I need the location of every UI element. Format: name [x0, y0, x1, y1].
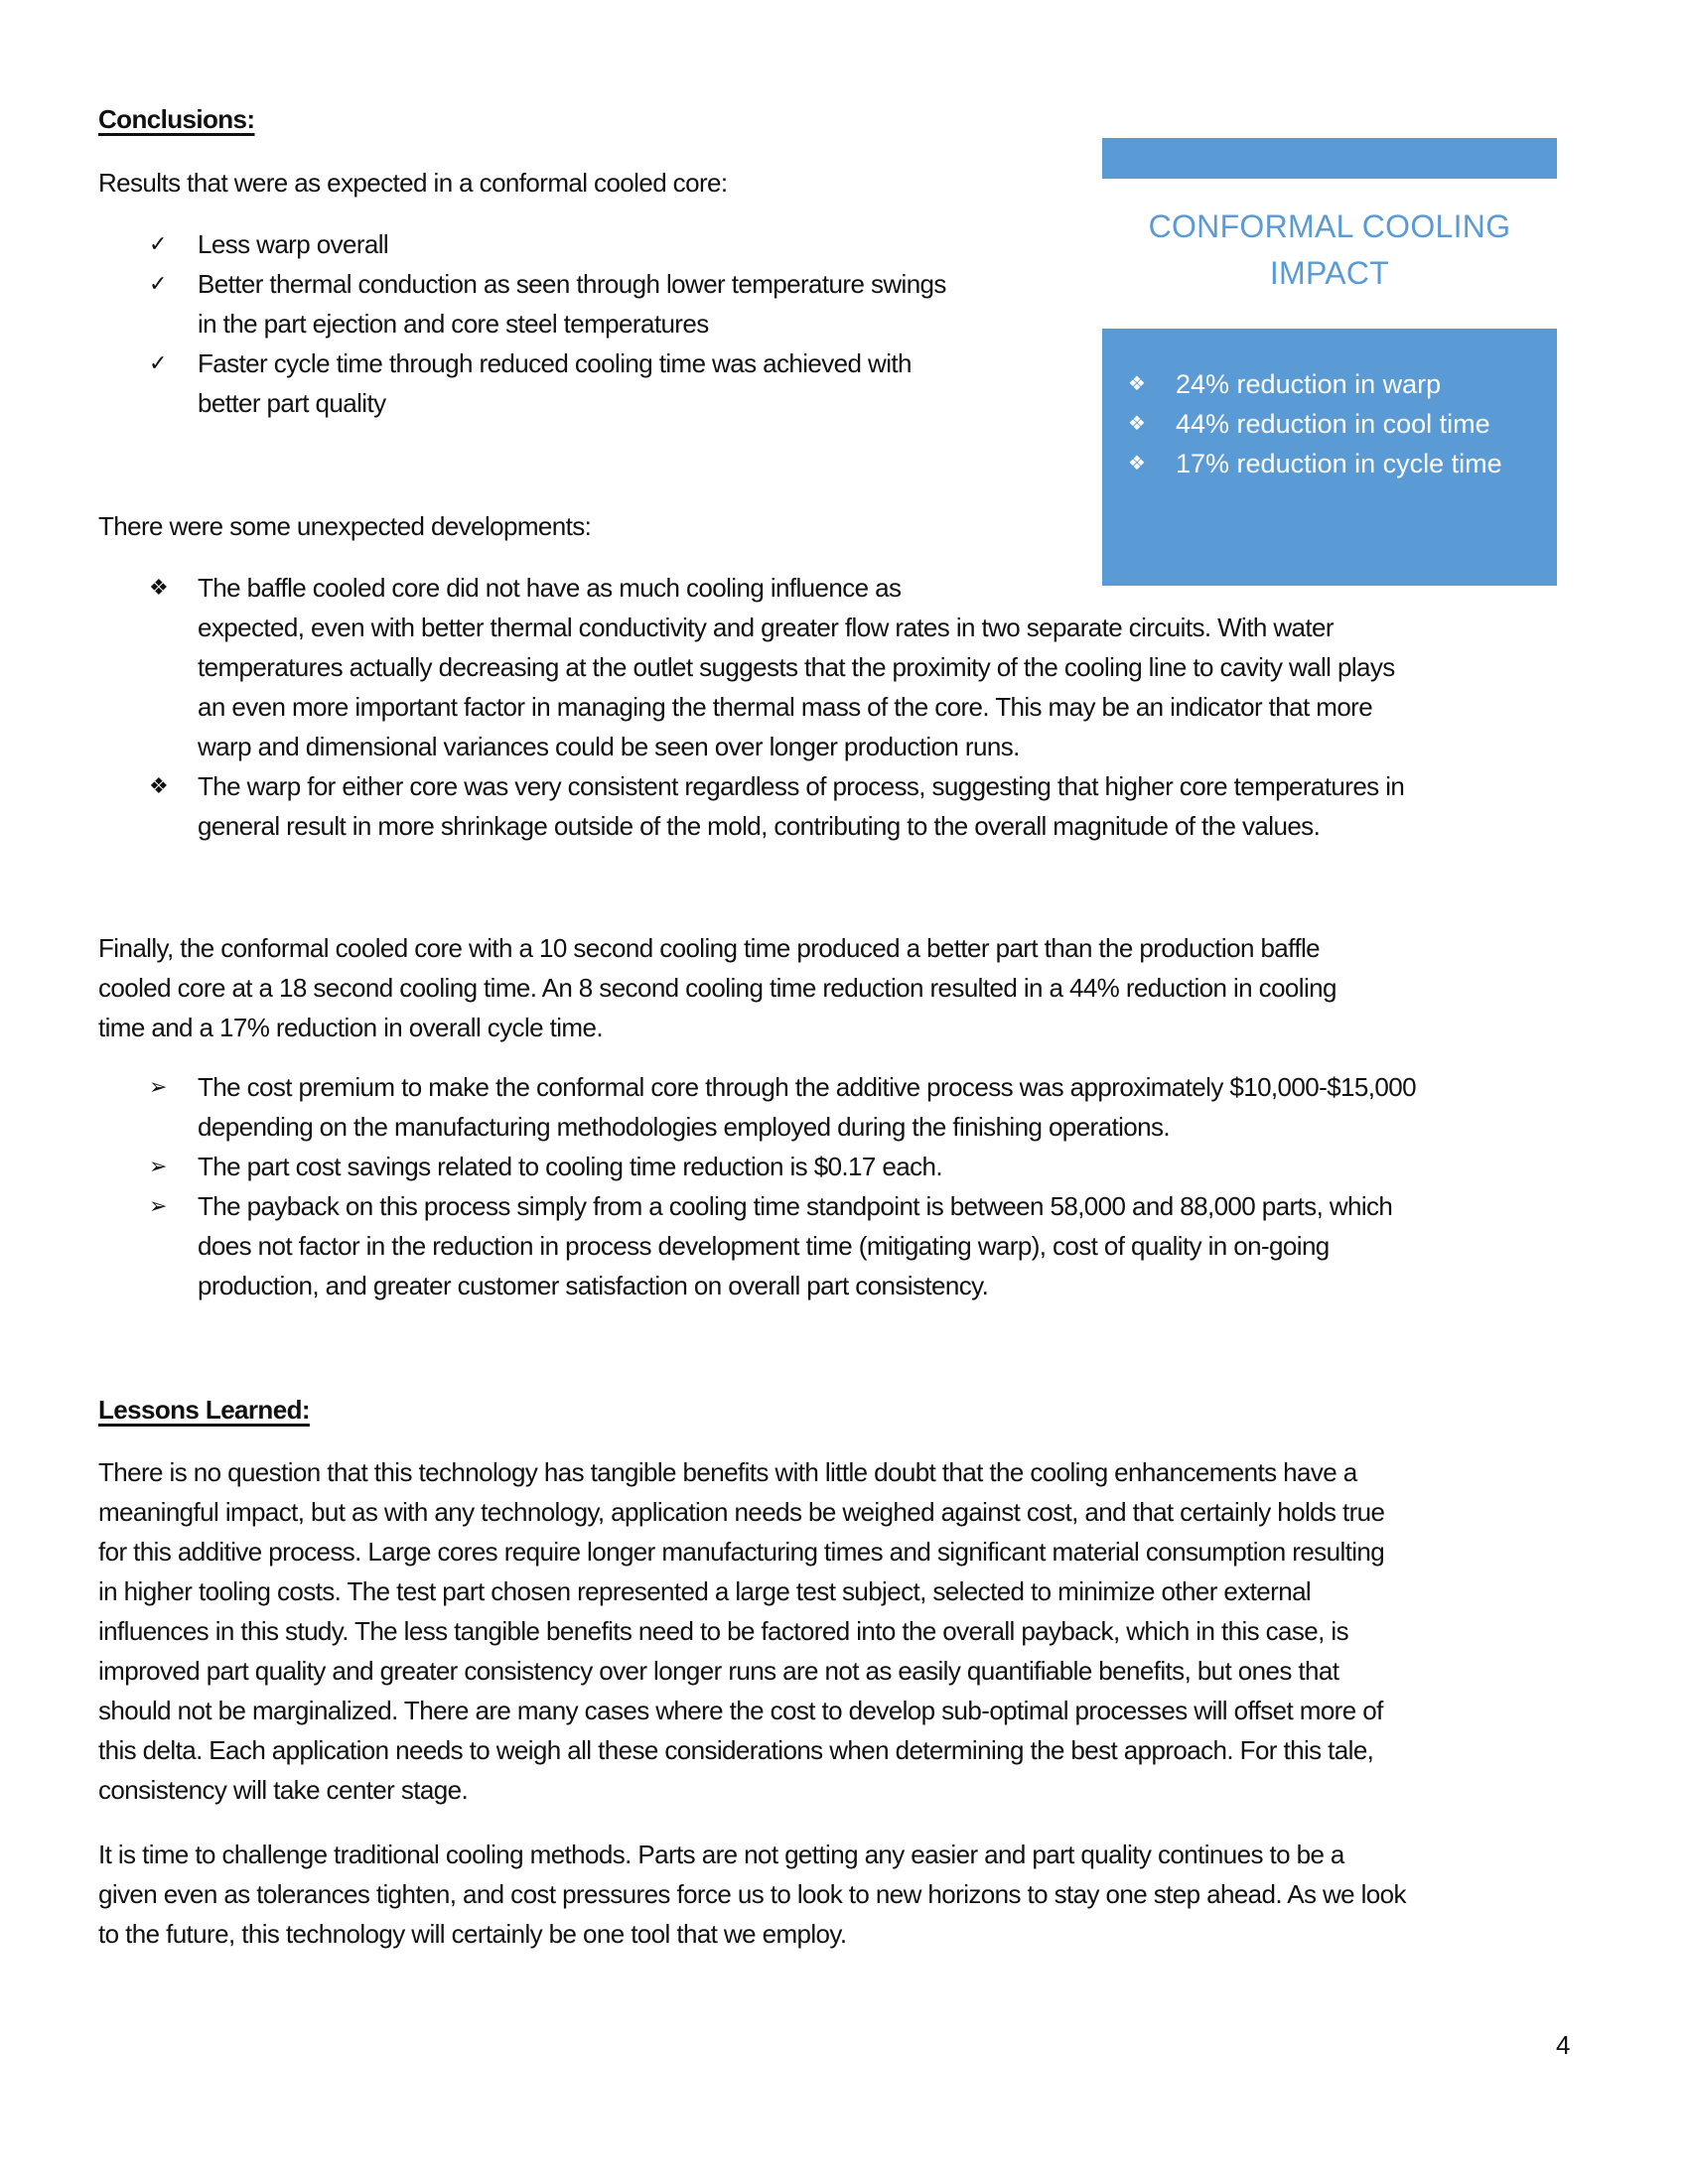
sidebar-impact-box — [1102, 329, 1557, 586]
list-item-text: The payback on this process simply from a cooling time standpoint is between 58,000 and 88,000 parts, which — [198, 1191, 1393, 1221]
paragraph-line: There is no question that this technology has tangible benefits with little doubt that the cooling enhancements have a — [98, 1457, 1357, 1487]
list-item — [149, 1186, 1416, 1305]
paragraph-line: It is time to challenge traditional cooling methods. Parts are not getting any easier and part quality continues to be a — [98, 1840, 1344, 1869]
list-item-text: general result in more shrinkage outside of the mold, contributing to the overall magnitude of the values. — [198, 811, 1321, 841]
paragraph-line: given even as tolerances tighten, and cost pressures force us to look to new horizons to stay one step ahead. As we look — [98, 1879, 1406, 1909]
arrowhead-icon: ➢ — [149, 1154, 167, 1178]
impact-item-text: 24% reduction in warp — [1176, 369, 1442, 399]
paragraph-line: in higher tooling costs. The test part chosen represented a large test subject, selected to minimize other external — [98, 1576, 1312, 1606]
diamond-cluster-icon: ❖ — [149, 773, 169, 798]
impact-item-warp — [1128, 364, 1502, 404]
check-icon: ✓ — [149, 350, 167, 375]
paragraph-line: should not be marginalized. There are many cases where the cost to develop sub-optimal processes will offset more of — [98, 1696, 1383, 1725]
lessons-paragraph-2 — [98, 1835, 1406, 1954]
finally-paragraph — [98, 928, 1336, 1047]
paragraph-line: improved part quality and greater consistency over longer runs are not as easily quantifiable benefits, but ones that — [98, 1656, 1339, 1686]
list-item-text: Faster cycle time through reduced cooling time was achieved with — [198, 348, 912, 378]
list-item-text: depending on the manufacturing methodologies employed during the finishing operations. — [198, 1112, 1170, 1142]
impact-item-text: 44% reduction in cool time — [1176, 409, 1490, 439]
page-number: 4 — [1556, 2030, 1571, 2060]
paragraph-line: this delta. Each application needs to weigh all these considerations when determining the best approach. For this tale, — [98, 1735, 1374, 1765]
list-item-text: Less warp overall — [198, 229, 389, 259]
check-icon: ✓ — [149, 231, 167, 256]
impact-item-cycle-time — [1128, 444, 1502, 483]
paragraph-line: to the future, this technology will certainly be one tool that we employ. — [98, 1919, 847, 1949]
list-item-text: The cost premium to make the conformal core through the additive process was approximately $10,000-$15,000 — [198, 1072, 1416, 1102]
lessons-learned-heading: Lessons Learned: — [98, 1395, 310, 1425]
list-item-text: The warp for either core was very consistent regardless of process, suggesting that higher core temperatures in — [198, 771, 1405, 801]
diamond-cluster-icon: ❖ — [1128, 453, 1146, 475]
list-item-text: warp and dimensional variances could be seen over longer production runs. — [198, 732, 1020, 761]
list-item — [149, 1067, 1416, 1147]
sidebar-header-bar — [1102, 138, 1557, 179]
paragraph-line: for this additive process. Large cores require longer manufacturing times and significant material consumption resulting — [98, 1537, 1385, 1567]
paragraph-line: meaningful impact, but as with any technology, application needs be weighed against cost, and that certainly holds true — [98, 1497, 1385, 1527]
sidebar-title-line: CONFORMAL COOLING — [1148, 208, 1511, 244]
paragraph-line: Finally, the conformal cooled core with a 10 second cooling time produced a better part than the production baffle — [98, 933, 1320, 963]
list-item — [149, 766, 1404, 846]
list-item-text: expected, even with better thermal conductivity and greater flow rates in two separate circuits. With water — [198, 613, 1334, 642]
paragraph-line: time and a 17% reduction in overall cycle time. — [98, 1013, 603, 1042]
list-item-text: an even more important factor in managing the thermal mass of the core. This may be an indicator that more — [198, 692, 1373, 722]
list-item-text: does not factor in the reduction in process development time (mitigating warp), cost of quality in on-going — [198, 1231, 1330, 1261]
impact-item-cool-time — [1128, 404, 1502, 444]
diamond-cluster-icon: ❖ — [149, 575, 169, 600]
impact-list — [1128, 364, 1502, 483]
conclusions-heading: Conclusions: — [98, 104, 255, 134]
list-item-text: temperatures actually decreasing at the outlet suggests that the proximity of the cooling line to cavity wall plays — [198, 652, 1395, 682]
list-item — [149, 264, 946, 343]
cost-points-list — [149, 1067, 1416, 1305]
list-item-text: Better thermal conduction as seen through lower temperature swings — [198, 269, 946, 299]
list-item — [149, 343, 946, 423]
sidebar-title-line: IMPACT — [1269, 255, 1390, 291]
arrowhead-icon: ➢ — [149, 1193, 167, 1218]
list-item-text: production, and greater customer satisfaction on overall part consistency. — [198, 1271, 989, 1300]
impact-item-text: 17% reduction in cycle time — [1176, 449, 1502, 478]
sidebar-title — [1102, 204, 1557, 297]
diamond-cluster-icon: ❖ — [1128, 373, 1146, 395]
paragraph-line: cooled core at a 18 second cooling time. An 8 second cooling time reduction resulted in a 44% reduction in cooling — [98, 973, 1336, 1003]
expected-results-intro: Results that were as expected in a conformal cooled core: — [98, 168, 728, 198]
paragraph-line: consistency will take center stage. — [98, 1775, 469, 1805]
paragraph-line: influences in this study. The less tangible benefits need to be factored into the overall payback, which in this case, is — [98, 1616, 1348, 1646]
list-item-text: in the part ejection and core steel temperatures — [198, 309, 709, 339]
unexpected-intro: There were some unexpected developments: — [98, 511, 592, 541]
list-item-text: better part quality — [198, 388, 386, 418]
arrowhead-icon: ➢ — [149, 1074, 167, 1099]
list-item — [149, 568, 1404, 766]
list-item — [149, 224, 946, 264]
list-item — [149, 1147, 1416, 1186]
check-icon: ✓ — [149, 271, 167, 296]
list-item-text: The baffle cooled core did not have as much cooling influence as — [198, 573, 902, 603]
list-item-text: The part cost savings related to cooling time reduction is $0.17 each. — [198, 1152, 942, 1181]
unexpected-results-list — [149, 568, 1404, 846]
diamond-cluster-icon: ❖ — [1128, 413, 1146, 435]
lessons-paragraph-1 — [98, 1452, 1384, 1810]
expected-results-list — [149, 224, 946, 423]
